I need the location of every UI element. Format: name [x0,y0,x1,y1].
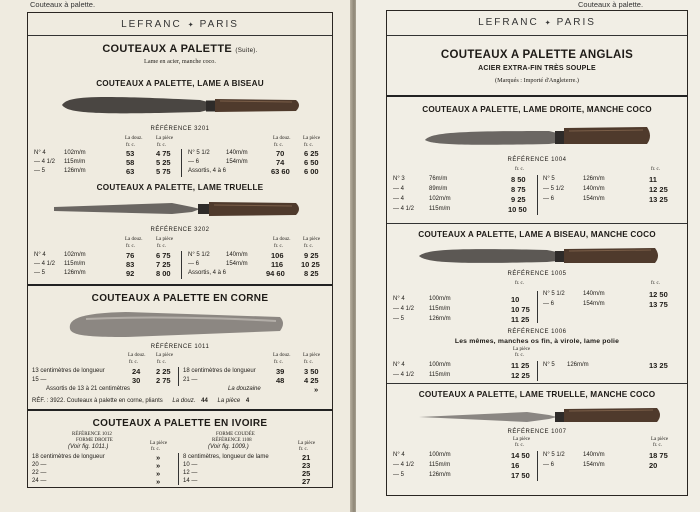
price-piece: 10 75 [511,305,530,314]
row-label: 22 — [32,470,47,476]
price-piece: 6 75 [156,251,171,260]
row-label: Assortis, 4 à 6 [188,168,227,174]
section-divider [387,95,687,97]
column-divider [178,367,179,386]
price-piece: 14 50 [511,451,530,460]
row-size: 140m/m [226,150,248,156]
ref-3922-line [32,398,249,404]
row-size: 126m/m [567,362,589,368]
row-size: 126m/m [64,270,86,276]
masthead-brand: LEFRANC [478,17,539,28]
price-piece: 10 25 [301,260,320,269]
ref-3922-price-piece: 4 [245,398,250,404]
price-douz: 83 [126,260,135,269]
right-page-frame [386,10,688,496]
col-head-douz: La douz. [128,353,146,358]
col-unit: fr. c. [515,167,525,172]
col-head-piece: La pièce [156,353,174,358]
row-label: — 6 [188,159,200,165]
price-piece: 13 25 [649,361,668,370]
col-head-douz: La douz. [273,136,291,141]
right-page [356,0,700,512]
col-unit: fr. c. [151,447,161,452]
column-divider [537,361,538,381]
palette-knife-truelle-icon [52,197,304,221]
col-unit: fr. c. [515,443,525,448]
row-label: N° 3 [393,176,405,182]
section-divider [28,409,332,411]
price-piece: 21 [302,453,311,462]
left-page-frame [27,12,333,488]
left-masthead [28,19,332,30]
row-label: N° 5 [543,362,555,368]
column-divider [178,453,179,485]
section-heading-biseau: COUTEAUX A PALETTE, LAME A BISEAU [96,79,264,88]
reference-1006: RÉFÉRENCE 1006 [507,329,567,335]
row-label: N° 5 1/2 [188,150,210,156]
row-label: 10 — [183,462,198,468]
see-fig-1009: (Voir fig. 1009.) [208,444,249,450]
left-running-head: Couteaux à palette. [30,0,96,9]
col-unit: fr. c. [653,443,663,448]
row-size: 115m/m [64,261,86,267]
price-piece: » [156,477,161,486]
price-douz: 94 60 [266,269,285,278]
price-douz: 74 [276,158,285,167]
right-page-title: COUTEAUX A PALETTE ANGLAIS [440,49,634,61]
price-piece: 16 [511,461,520,470]
price-piece: 8 75 [511,185,526,194]
column-divider [181,251,182,279]
left-page-title [28,43,332,55]
price-douz: 106 [271,251,284,260]
col-unit: fr. c. [157,244,167,249]
ref-3922-price-douz: 44 [201,398,208,404]
masthead-city: PARIS [199,19,239,30]
price-douz: 92 [126,269,135,278]
col-unit: fr. c. [515,281,525,286]
price-piece: 13 75 [649,300,668,309]
row-size: 126m/m [429,316,451,322]
masthead-brand: LEFRANC [121,19,182,30]
column-divider [537,291,538,323]
price-piece: 9 25 [511,195,526,204]
col-head-piece: La pièce [156,237,174,242]
price-douz: 116 [271,260,284,269]
price-piece: 18 75 [649,451,668,460]
reference-1007: RÉFÉRENCE 1007 [507,429,567,435]
row-label: 18 centimètres de longueur [183,368,256,374]
assortment-label: Assortis de 13 à 21 centimètres [46,386,131,392]
row-size: 100m/m [429,452,451,458]
row-label: 15 — [32,377,47,383]
row-label: N° 4 [34,252,46,258]
reference-1108: RÉFÉRENCE 1108 [212,438,252,443]
row-label: — 6 [188,261,200,267]
row-label: — 4 1/2 [393,372,415,378]
assortment-price: » [314,385,319,394]
price-piece: 3 50 [304,367,319,376]
row-label: 8 centimètres, longueur de lame [183,454,269,460]
row-size: 115m/m [429,372,451,378]
section-heading-corne: COUTEAUX A PALETTE EN CORNE [91,293,269,304]
row-label: N° 4 [34,150,46,156]
row-size: 126m/m [64,168,86,174]
row-size: 154m/m [226,261,248,267]
reference-1011: RÉFÉRENCE 1011 [150,344,210,350]
desc-1006: Les mêmes, manches os fin, à virole, lame polie [454,338,620,345]
price-piece: 8 50 [511,175,526,184]
horn-palette-knife-icon [66,307,288,341]
section-heading-biseau-coco: COUTEAUX A PALETTE, LAME A BISEAU, MANCHE COCO [418,230,656,239]
price-piece: 13 25 [649,195,668,204]
row-size: 89m/m [429,186,448,192]
col-unit: fr. c. [299,447,309,452]
price-piece: 5 25 [156,158,171,167]
col-head-douz: La douz. [125,237,143,242]
price-piece: 12 50 [649,290,668,299]
row-label: 20 — [32,462,47,468]
price-douz: 76 [126,251,135,260]
price-piece: » [156,453,161,462]
col-unit: fr. c. [651,281,661,286]
col-head-douz: La douz. [125,136,143,141]
row-label: N° 5 1/2 [188,252,210,258]
price-piece: 5 75 [156,167,171,176]
section-divider [28,284,332,286]
price-piece: 12 25 [649,185,668,194]
price-piece: » [156,461,161,470]
price-douz: 30 [132,376,141,385]
row-size: 115m/m [429,462,451,468]
price-piece: 23 [302,461,311,470]
price-piece: » [156,469,161,478]
row-label: — 6 [543,196,555,202]
row-label: N° 4 [393,362,405,368]
section-divider [387,383,687,384]
row-label: — 4 1/2 [393,306,415,312]
col-head-piece: La pièce [298,441,316,446]
column-divider [537,451,538,481]
row-size: 140m/m [583,291,605,297]
ref-3922-unit-douz: La douz. [172,398,196,404]
right-masthead [387,17,687,28]
price-douz: 58 [126,158,135,167]
price-piece: 11 [649,175,657,184]
row-size: 154m/m [583,196,605,202]
price-piece: 25 [302,469,311,478]
col-unit: fr. c. [157,143,167,148]
row-size: 154m/m [583,301,605,307]
section-heading-ivoire: COUTEAUX A PALETTE EN IVOIRE [92,418,268,429]
palette-knife-trowel-icon [417,403,663,427]
reference-1004: RÉFÉRENCE 1004 [507,157,567,163]
row-size: 115m/m [429,206,451,212]
price-piece: 4 25 [304,376,319,385]
row-size: 140m/m [583,452,605,458]
row-label: — 6 [543,301,555,307]
palette-knife-bevel-icon [417,243,661,269]
form-straight: FORME DROITE [76,438,113,443]
row-label: N° 5 [543,176,555,182]
price-piece: 6 25 [304,149,319,158]
row-size: 140m/m [226,252,248,258]
right-note: (Marqués : Importé d'Angleterre.) [495,77,579,84]
column-divider [537,175,538,215]
star-ornament-icon: ✦ [187,22,194,29]
row-label: — 4 1/2 [393,206,415,212]
reference-1005: RÉFÉRENCE 1005 [507,271,567,277]
row-size: 126m/m [429,472,451,478]
reference-3202: RÉFÉRENCE 3202 [150,227,210,233]
row-label: — 5 [393,316,405,322]
price-piece: 20 [649,461,658,470]
star-ornament-icon: ✦ [544,20,551,27]
row-label: — 4 1/2 [34,159,56,165]
masthead-divider [28,35,332,36]
assortment-unit: La douzaine [228,386,261,392]
right-running-head: Couteaux à palette. [578,0,644,9]
row-label: — 5 [393,472,405,478]
row-label: 21 — [183,377,198,383]
row-size: 102m/m [64,150,86,156]
palette-knife-straight-icon [423,123,655,151]
col-head-piece: La pièce [513,437,531,442]
col-unit: fr. c. [304,360,314,365]
col-head-piece: La pièce [303,136,321,141]
col-unit: fr. c. [304,143,314,148]
row-size: 102m/m [429,196,451,202]
row-label: N° 5 1/2 [543,452,565,458]
col-head-piece: La pièce [303,353,321,358]
section-heading-lame-droite: COUTEAUX A PALETTE, LAME DROITE, MANCHE COCO [422,105,652,114]
price-piece: 12 25 [511,371,530,380]
col-unit: fr. c. [157,360,167,365]
col-head-piece: La pièce [303,237,321,242]
price-piece: 10 50 [508,205,527,214]
masthead-divider [387,35,687,36]
price-piece: 9 25 [304,251,319,260]
row-size: 154m/m [583,462,605,468]
row-label: N° 4 [393,296,405,302]
price-douz: 63 [126,167,135,176]
col-unit: fr. c. [515,353,525,358]
row-label: N° 4 [393,452,405,458]
price-piece: 7 25 [156,260,171,269]
price-douz: 24 [132,367,141,376]
row-label: — 6 [543,462,555,468]
left-title-note: (Suite). [235,47,258,54]
ref-3922-unit-piece: La pièce [217,398,241,404]
left-title-text: COUTEAUX A PALETTE [102,43,232,55]
price-douz: 53 [126,149,135,158]
col-unit: fr. c. [304,244,314,249]
section-heading-truelle: COUTEAUX A PALETTE, LAME TRUELLE [96,183,264,192]
col-unit: fr. c. [126,143,136,148]
row-label: — 5 [34,270,46,276]
row-label: — 5 [34,168,46,174]
row-size: 154m/m [226,159,248,165]
row-size: 102m/m [64,252,86,258]
row-size: 100m/m [429,362,451,368]
row-label: 12 — [183,470,198,476]
row-label: 13 centimètres de longueur [32,368,105,374]
row-size: 100m/m [429,296,451,302]
price-douz: 39 [276,367,285,376]
row-size: 126m/m [583,176,605,182]
price-piece: 11 25 [511,361,530,370]
palette-knife-biseau-icon [60,93,304,119]
col-head-douz: La douz. [273,353,291,358]
price-douz: 70 [276,149,285,158]
price-piece: 4 75 [156,149,171,158]
row-size: 115m/m [64,159,86,165]
col-unit: fr. c. [651,167,661,172]
price-piece: 8 00 [156,269,171,278]
row-label: N° 5 1/2 [543,291,565,297]
row-label: — 4 1/2 [393,462,415,468]
col-unit: fr. c. [274,143,284,148]
col-head-piece: La pièce [156,136,174,141]
row-size: 76m/m [429,176,448,182]
reference-1012: RÉFÉRENCE 1012 [72,432,112,437]
col-unit: fr. c. [274,244,284,249]
col-unit: fr. c. [126,244,136,249]
price-douz: 48 [276,376,285,385]
col-head-piece: La pièce [651,437,669,442]
row-label: 24 — [32,478,47,484]
row-label: — 4 [393,186,405,192]
col-unit: fr. c. [129,360,139,365]
price-piece: 27 [302,477,311,486]
price-piece: 6 00 [304,167,319,176]
section-divider [387,223,687,224]
row-label: — 5 1/2 [543,186,565,192]
price-piece: 8 25 [304,269,319,278]
col-head-piece: La pièce [150,441,168,446]
price-piece: 10 [511,295,520,304]
form-bent: FORME COUDÉE [216,432,255,437]
masthead-city: PARIS [556,17,596,28]
ref-3922-desc: RÉF. : 3922. Couteaux à palette en corne, pliants [32,398,163,404]
price-piece: 11 25 [511,315,530,324]
reference-3201: RÉFÉRENCE 3201 [150,126,210,132]
see-fig-1011: (Voir fig. 1011.) [68,444,109,450]
row-label: Assortis, 4 à 6 [188,270,227,276]
price-piece: 2 25 [156,367,171,376]
row-size: 140m/m [583,186,605,192]
column-divider [181,149,182,177]
col-head-douz: La douz. [273,237,291,242]
price-douz: 63 60 [271,167,290,176]
section-heading-truelle-coco: COUTEAUX A PALETTE, LAME TRUELLE, MANCHE COCO [418,390,656,399]
right-subtitle: ACIER EXTRA-FIN TRÈS SOUPLE [478,65,596,72]
row-size: 115m/m [429,306,451,312]
row-label: 18 centimètres de longueur [32,454,105,460]
row-label: — 4 1/2 [34,261,56,267]
row-label: — 4 [393,196,405,202]
col-head-piece: La pièce [513,347,531,352]
price-piece: 6 50 [304,158,319,167]
left-subtitle: Lame en acier, manche coco. [144,58,216,65]
price-piece: 17 50 [511,471,530,480]
col-unit: fr. c. [274,360,284,365]
price-piece: 2 75 [156,376,171,385]
row-label: 14 — [183,478,198,484]
